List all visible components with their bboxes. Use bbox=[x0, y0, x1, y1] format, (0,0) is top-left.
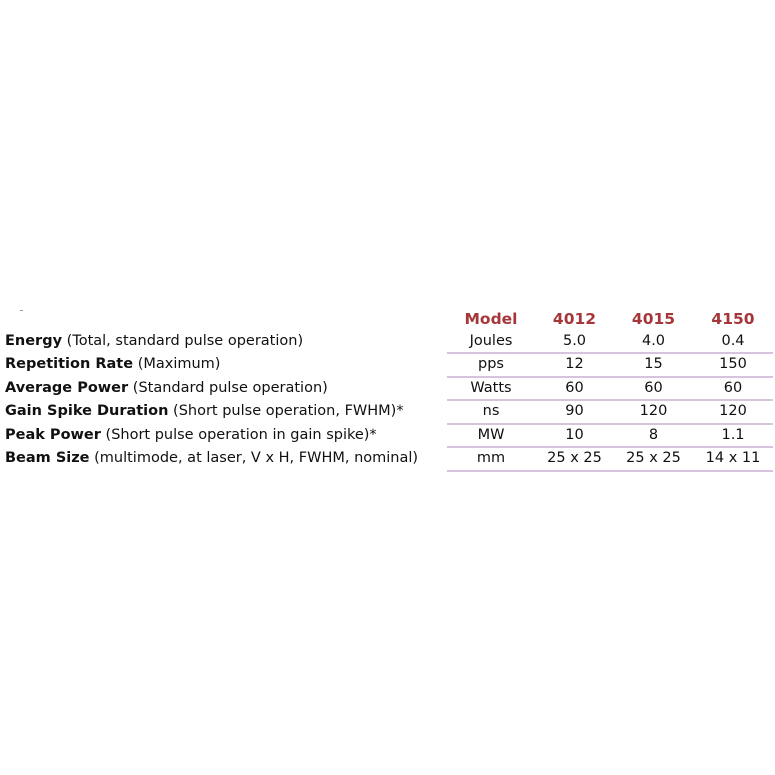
value-cell-4150: 60 bbox=[693, 377, 773, 401]
value-cell-4150: 150 bbox=[693, 353, 773, 377]
param-name: Energy bbox=[5, 333, 63, 350]
unit-cell: MW bbox=[447, 424, 535, 448]
header-model-4150: 4150 bbox=[711, 310, 755, 329]
table-row-peak-power bbox=[5, 424, 773, 448]
param-desc: (Standard pulse operation) bbox=[132, 379, 328, 396]
value-cell-4150: 120 bbox=[693, 400, 773, 424]
header-model-4012: 4012 bbox=[552, 310, 597, 329]
value-cell-4015: 4.0 bbox=[614, 331, 693, 354]
value-cell-4012: 90 bbox=[535, 400, 614, 424]
value-cell-4012: 12 bbox=[535, 353, 614, 377]
param-cell bbox=[5, 353, 447, 377]
unit-cell: Watts bbox=[447, 377, 535, 401]
table-row-gain-spike-duration bbox=[5, 400, 773, 424]
header-model-label: Model bbox=[464, 310, 518, 329]
header-model-4015: 4015 bbox=[631, 310, 676, 329]
param-cell bbox=[5, 400, 447, 424]
param-name: Gain Spike Duration bbox=[5, 403, 169, 420]
value-cell-4150: 14 x 11 bbox=[693, 447, 773, 471]
param-desc: (Short pulse operation, FWHM)* bbox=[173, 403, 404, 420]
unit-cell: Joules bbox=[447, 331, 535, 354]
value-cell-4012: 5.0 bbox=[535, 331, 614, 354]
value-cell-4015: 120 bbox=[614, 400, 693, 424]
value-cell-4150: 0.4 bbox=[693, 331, 773, 354]
table-row-energy bbox=[5, 331, 773, 354]
value-cell-4015: 15 bbox=[614, 353, 693, 377]
table-row-repetition-rate bbox=[5, 353, 773, 377]
header-param-spacer bbox=[5, 309, 447, 331]
unit-cell: mm bbox=[447, 447, 535, 471]
value-cell-4015: 60 bbox=[614, 377, 693, 401]
param-desc: (multimode, at laser, V x H, FWHM, nominal) bbox=[94, 450, 419, 467]
param-desc: (Short pulse operation in gain spike)* bbox=[105, 426, 377, 443]
table-row-average-power bbox=[5, 377, 773, 401]
unit-cell: ns bbox=[447, 400, 535, 424]
param-desc: (Maximum) bbox=[137, 356, 221, 373]
param-name: Average Power bbox=[5, 379, 129, 396]
param-desc: (Total, standard pulse operation) bbox=[66, 333, 304, 350]
param-name: Beam Size bbox=[5, 450, 90, 467]
value-cell-4012: 25 x 25 bbox=[535, 447, 614, 471]
param-cell bbox=[5, 377, 447, 401]
param-cell bbox=[5, 424, 447, 448]
laser-spec-table bbox=[5, 309, 773, 472]
table-header-row bbox=[5, 309, 773, 331]
value-cell-4012: 60 bbox=[535, 377, 614, 401]
value-cell-4015: 25 x 25 bbox=[614, 447, 693, 471]
value-cell-4012: 10 bbox=[535, 424, 614, 448]
param-cell bbox=[5, 447, 447, 471]
value-cell-4015: 8 bbox=[614, 424, 693, 448]
param-cell bbox=[5, 331, 447, 354]
value-cell-4150: 1.1 bbox=[693, 424, 773, 448]
param-name: Repetition Rate bbox=[5, 356, 134, 373]
table-row-beam-size bbox=[5, 447, 773, 471]
unit-cell: pps bbox=[447, 353, 535, 377]
param-name: Peak Power bbox=[5, 426, 101, 443]
